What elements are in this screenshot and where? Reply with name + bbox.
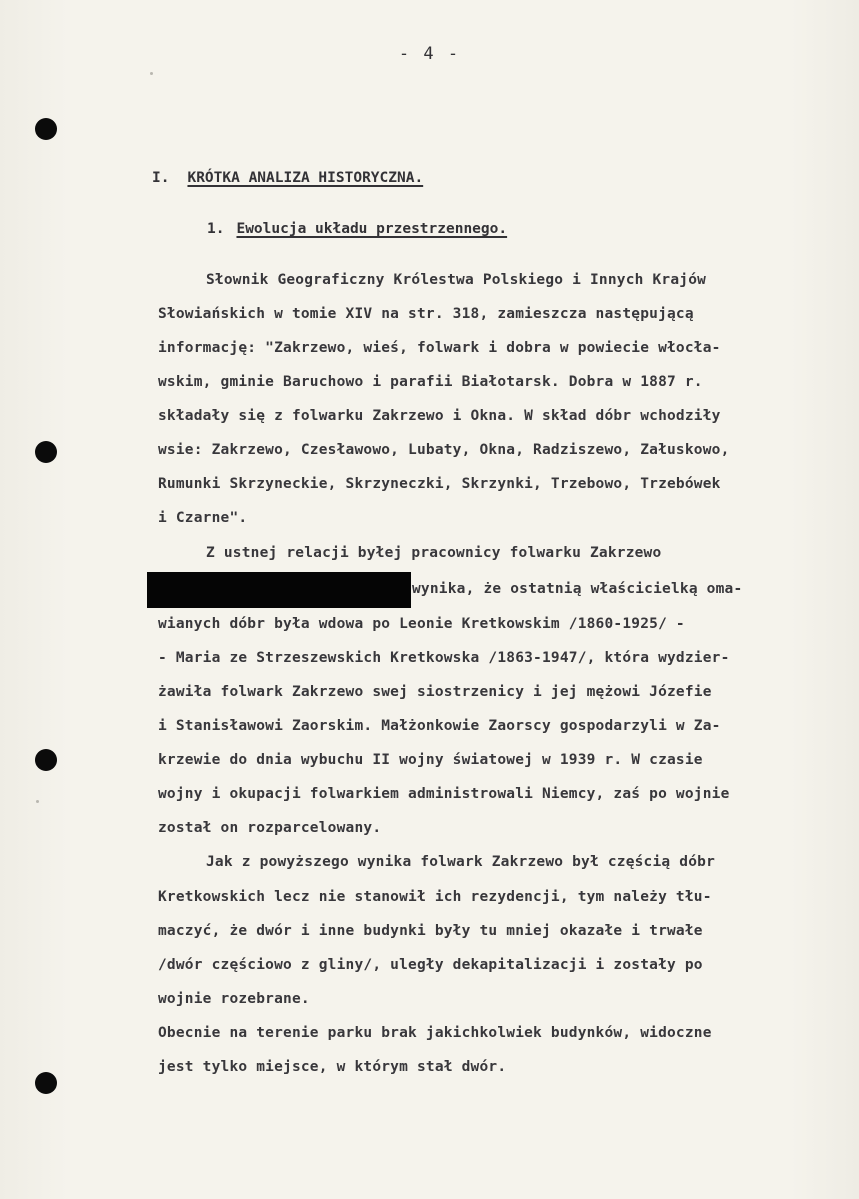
paper-speck [150, 72, 153, 75]
body-line: został on rozparcelowany. [158, 820, 382, 836]
body-line: informację: "Zakrzewo, wieś, folwark i dobra w powiecie włocła- [158, 340, 721, 356]
section-number: I. [152, 170, 170, 186]
binder-hole-1 [35, 118, 57, 140]
body-line: /dwór częściowo z gliny/, uległy dekapitalizacji i zostały po [158, 957, 703, 973]
section-heading [152, 170, 423, 186]
body-line: Obecnie na terenie parku brak jakichkolwiek budynków, widoczne [158, 1025, 712, 1041]
subsection-number: 1. [207, 221, 225, 237]
section-title: KRÓTKA ANALIZA HISTORYCZNA. [187, 170, 424, 186]
body-line: Kretkowskich lecz nie stanowił ich rezydencji, tym należy tłu- [158, 889, 712, 905]
body-line: Rumunki Skrzyneckie, Skrzyneczki, Skrzynki, Trzebowo, Trzebówek [158, 476, 721, 492]
binder-hole-3 [35, 749, 57, 771]
binder-hole-2 [35, 441, 57, 463]
redaction-block [147, 572, 411, 608]
body-line: żawiła folwark Zakrzewo swej siostrzenicy i jej mężowi Józefie [158, 684, 712, 700]
body-line: jest tylko miejsce, w którym stał dwór. [158, 1059, 507, 1075]
body-line: wojnie rozebrane. [158, 991, 310, 1007]
subsection-heading [207, 221, 507, 237]
body-line: Jak z powyższego wynika folwark Zakrzewo był częścią dóbr [206, 854, 715, 870]
body-line: wsie: Zakrzewo, Czesławowo, Lubaty, Okna, Radziszewo, Załuskowo, [158, 442, 730, 458]
page-number: - 4 - [398, 44, 461, 64]
body-line: wynika, że ostatnią właścicielką oma- [412, 581, 743, 597]
body-line: składały się z folwarku Zakrzewo i Okna. W skład dóbr wchodziły [158, 408, 721, 424]
body-line: i Stanisławowi Zaorskim. Małżonkowie Zaorscy gospodarzyli w Za- [158, 718, 721, 734]
body-line: krzewie do dnia wybuchu II wojny światowej w 1939 r. W czasie [158, 752, 703, 768]
body-line: maczyć, że dwór i inne budynki były tu mniej okazałe i trwałe [158, 923, 703, 939]
subsection-title: Ewolucja układu przestrzennego. [236, 221, 508, 237]
paper-speck [36, 800, 39, 803]
binder-hole-4 [35, 1072, 57, 1094]
body-line: wojny i okupacji folwarkiem administrowali Niemcy, zaś po wojnie [158, 786, 730, 802]
body-line: wskim, gminie Baruchowo i parafii Białotarsk. Dobra w 1887 r. [158, 374, 703, 390]
body-line: wianych dóbr była wdowa po Leonie Kretkowskim /1860-1925/ - [158, 616, 685, 632]
body-line: Słownik Geograficzny Królestwa Polskiego i Innych Krajów [206, 272, 707, 288]
body-line: - Maria ze Strzeszewskich Kretkowska /1863-1947/, która wydzier- [158, 650, 730, 666]
body-line: i Czarne". [158, 510, 248, 526]
body-line: Z ustnej relacji byłej pracownicy folwarku Zakrzewo [206, 545, 662, 561]
body-line: Słowiańskich w tomie XIV na str. 318, zamieszcza następującą [158, 306, 694, 322]
